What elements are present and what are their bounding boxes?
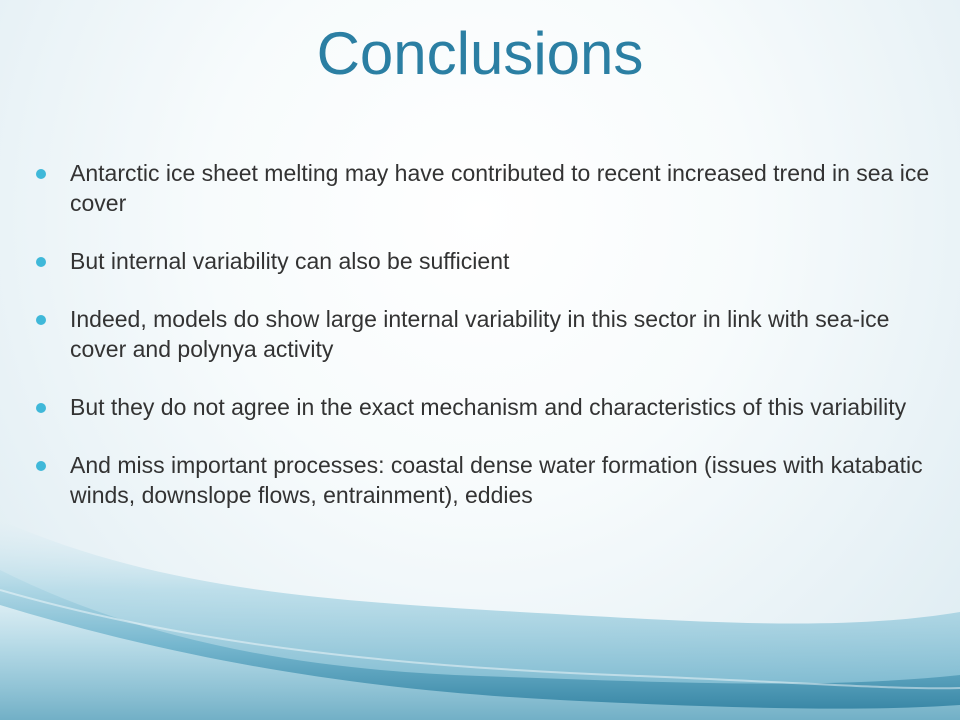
bullet-text: Indeed, models do show large internal variability in this sector in link with sea-ice cover and polynya activity: [70, 306, 890, 362]
bullet-text: Antarctic ice sheet melting may have contributed to recent increased trend in sea ice cover: [70, 160, 930, 216]
bullet-item: [36, 392, 936, 422]
bullet-text: And miss important processes: coastal dense water formation (issues with katabatic winds, downslope flows, entrainment), eddies: [70, 452, 923, 508]
bullet-dot-icon: [36, 461, 46, 471]
bullet-text: But internal variability can also be sufficient: [70, 248, 510, 274]
bullet-item: [36, 246, 936, 276]
bullet-text: But they do not agree in the exact mechanism and characteristics of this variability: [70, 394, 907, 420]
bullet-dot-icon: [36, 257, 46, 267]
bullet-dot-icon: [36, 403, 46, 413]
slide-title: Conclusions: [316, 20, 644, 87]
bullet-list: [36, 158, 936, 538]
bullet-dot-icon: [36, 169, 46, 179]
bullet-item: [36, 304, 936, 364]
bullet-item: [36, 158, 936, 218]
bullet-dot-icon: [36, 315, 46, 325]
bullet-item: [36, 450, 936, 510]
